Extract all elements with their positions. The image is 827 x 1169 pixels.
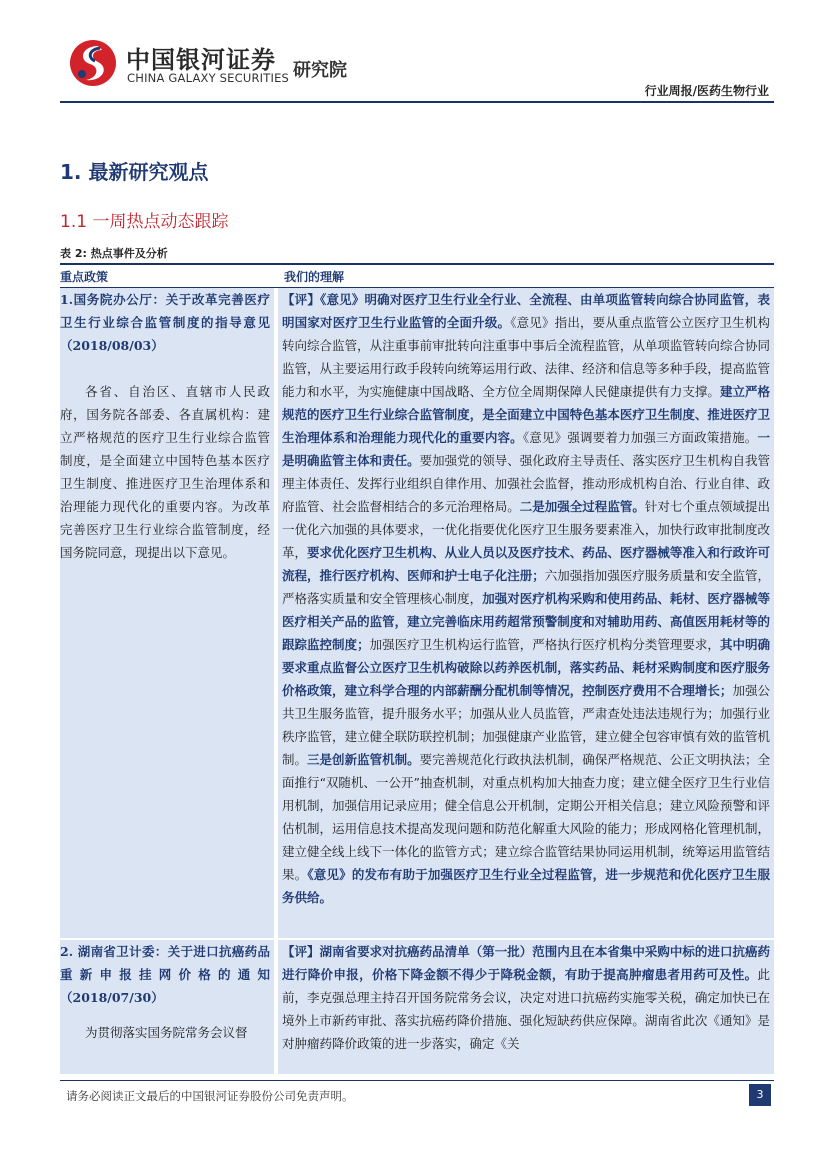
- analysis-segment: 加强医疗卫生机构运行监管，严格执行医疗机构分类管理要求，: [369, 637, 720, 652]
- policy-title: 2. 湖南省卫计委：关于进口抗癌药品重新申报挂网价格的通知（2018/07/30）: [60, 944, 270, 1005]
- brand-name-en: CHINA GALAXY SECURITIES: [127, 71, 290, 85]
- table-top-rule: [60, 263, 774, 265]
- subsection-heading: 1.1 一周热点动态跟踪: [60, 212, 229, 232]
- table-row: [60, 288, 270, 564]
- section-heading: 1. 最新研究观点: [60, 160, 209, 184]
- analysis-emphasis: 建立严格规范的医疗卫生行业综合监管制度，是全面建立中国特色基本医疗卫生制度、推进医疗卫生治理体系和治理能力现代化的重要内容。: [282, 384, 770, 445]
- analysis-segment: 针对七个重点领域提出一优化六加强的具体要求，一优化指要优化医疗卫生服务要素准入，加快行政审批制度改革，: [282, 499, 770, 560]
- header-divider: [60, 101, 774, 103]
- table-row: [60, 940, 270, 1044]
- analysis-emphasis: 一是明确监管主体和责任。: [282, 430, 770, 468]
- table-header-policy: 重点政策: [60, 270, 109, 284]
- table-caption: 表 2: 热点事件及分析: [60, 247, 168, 260]
- analysis-segment: 要加强党的领导、强化政府主导责任、落实医疗卫生机构自我管理主体责任、发挥行业组织自律作用、加强社会监督，推动形成机构自治、行业自律、政府监管、社会监督相结合的多元治理格局。: [282, 453, 770, 514]
- policy-title: 1.国务院办公厅：关于改革完善医疗卫生行业综合监管制度的指导意见（2018/08/03）: [60, 292, 270, 353]
- analysis-segment: 要完善规范化行政执法机制，确保严格规范、公正文明执法；全面推行“双随机、一公开”抽查机制，对重点机构加大抽查力度；建立健全医疗卫生行业信用机制，加强信用记录应用；健全信息公开机制，定期公开相关信息；建立风险预警和评估机制，运用信息技术提高发现问题和防范化解重大风险的能力；形成网格化管理机制，建立健全线上线下一体化的监管方式；建立综合监管结果协同运用机制，统筹运用监管结果。: [282, 752, 770, 882]
- analysis-segment: 《意见》指出，要从重点监管公立医疗卫生机构转向综合监管，从注重事前审批转向注重事中事后全流程监管，从单项监管转向综合协同监管，从主要运用行政手段转向统筹运用行政、法律、经济和信息等多种手段，提高监管能力和水平，为实施健康中国战略、全方位全周期保障人民健康提供有力支撑。: [282, 315, 770, 399]
- analysis-emphasis: 加强对医疗机构采购和使用药品、耗材、医疗器械等医疗相关产品的监管，建立完善临床用药超常预警制度和对辅助用药、高值医用耗材等的跟踪监控制度；: [282, 591, 770, 652]
- analysis-segment: 加强公共卫生服务监管，提升服务水平；加强从业人员监管，严肃查处违法违规行为；加强行业秩序监管，建立健全联防联控机制；加强健康产业监管，建立健全包容审慎有效的监管机制。: [282, 683, 770, 767]
- analysis-segment: 《意见》强调要着力加强三方面政策措施。: [522, 430, 758, 445]
- analysis-emphasis: 《意见》的发布有助于加强医疗卫生行业全过程监管，进一步规范和优化医疗卫生服务供给。: [282, 867, 770, 905]
- brand-institute: 研究院: [293, 60, 347, 81]
- analysis-emphasis: 其中明确要求重点监督公立医疗卫生机构破除以药养医机制，落实药品、耗材采购制度和医疗服务价格政策，建立科学合理的内部薪酬分配机制等情况，控制医疗费用不合理增长；: [282, 637, 770, 698]
- report-type: 行业周报/医药生物行业: [644, 84, 769, 98]
- footer-disclaimer: 请务必阅读正文最后的中国银河证券股份公司免责声明。: [66, 1089, 354, 1103]
- policy-body: 各省、自治区、直辖市人民政府，国务院各部委、各直属机构：建立严格规范的医疗卫生行业综合监管制度，是全面建立中国特色基本医疗卫生制度、推进医疗卫生治理体系和治理能力现代化的重要内容。为改革完善医疗卫生行业综合监管制度，经国务院同意，现提出以下意见。: [60, 384, 270, 560]
- footer-divider: [60, 1080, 774, 1081]
- galaxy-logo-icon: [68, 38, 118, 88]
- analysis-segment: 此前，李克强总理主持召开国务院常务会议，决定对进口抗癌药实施零关税，确定加快已在境外上市新药审批、落实抗癌药降价措施、强化短缺药供应保障。湖南省此次《通知》是对肿瘤药降价政策的进一步落实，确定《关: [282, 967, 770, 1051]
- page-number: 3: [749, 1084, 771, 1106]
- analysis-emphasis: 二是加强全过程监管。: [519, 499, 645, 514]
- analysis-text: [282, 288, 770, 909]
- table-header-row: [60, 266, 774, 288]
- analysis-emphasis: 三是创新监管机制。: [307, 752, 420, 767]
- policy-body: 为贯彻落实国务院常务会议督: [85, 1025, 248, 1040]
- brand-name-cn: 中国银河证券: [126, 46, 276, 74]
- analysis-emphasis: 【评】湖南省要求对抗癌药品清单（第一批）范围内且在本省集中采购中标的进口抗癌药进行降价申报，价格下降金额不得少于降税金额，有助于提高肿瘤患者用药可及性。: [282, 944, 770, 982]
- analysis-emphasis: 【评】《意见》明确对医疗卫生行业全行业、全流程、由单项监管转向综合协同监管，表明国家对医疗卫生行业监管的全面升级。: [282, 292, 770, 330]
- analysis-segment: 六加强指加强医疗服务质量和安全监管，严格落实质量和安全管理核心制度，: [282, 568, 770, 606]
- analysis-emphasis: 要求优化医疗卫生机构、从业人员以及医疗技术、药品、医疗器械等准入和行政许可流程，推行医疗机构、医师和护士电子化注册；: [282, 545, 770, 583]
- analysis-text: [282, 940, 770, 1055]
- table-header-understanding: 我们的理解: [284, 270, 345, 284]
